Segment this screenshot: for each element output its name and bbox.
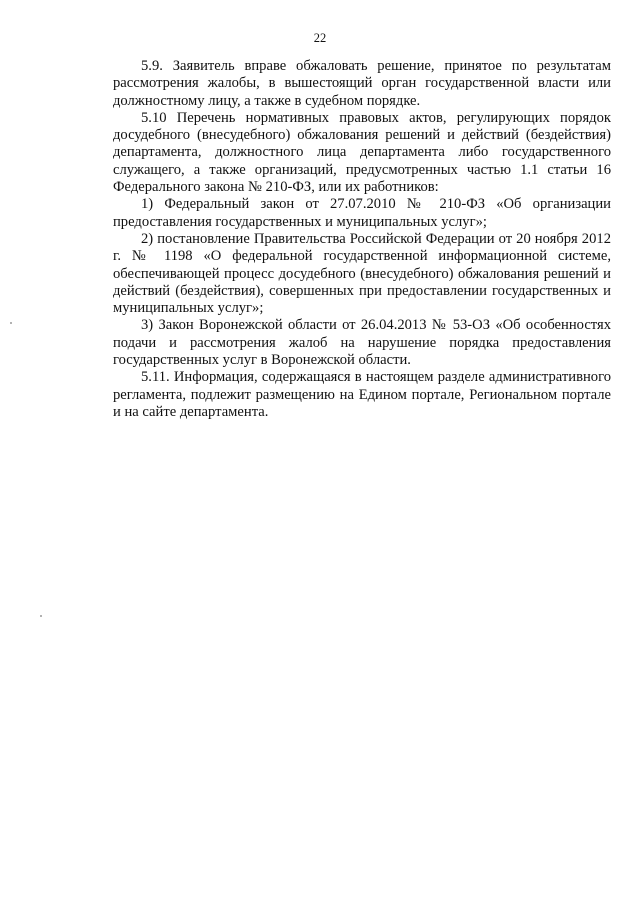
list-item-federal-law: 1) Федеральный закон от 27.07.2010 № 210-ФЗ «Об организации предоставления государственных и муниципальных услуг»; [113,196,611,230]
list-item-regional-law: 3) Закон Воронежской области от 26.04.2013 № 53-ОЗ «Об особенностях подачи и рассмотрения жалоб на нарушение порядка предоставления государственных услуг в Воронежской области. [113,317,611,369]
paragraph-5-10: 5.10 Перечень нормативных правовых актов, регулирующих порядок досудебного (внесудебного) обжалования решений и действий (бездействия) департамента, должностного лица департамента либо государственного служащего, а также организаций, предусмотренных частью 1.1 статьи 16 Федерального закона № 210-ФЗ, или их работников: [113,109,611,196]
paragraph-5-11: 5.11. Информация, содержащаяся в настоящем разделе административного регламента, подлежит размещению на Едином портале, Региональном портале и на сайте департамента. [113,369,611,420]
list-item-government-resolution: 2) постановление Правительства Российской Федерации от 20 ноября 2012 г. № 1198 «О федеральной государственной информационной системе, обеспечивающей процесс досудебного (внесудебного) обжалования решений и действий (бездействия), совершенных при предоставлении государственных и муниципальных услуг»; [113,230,611,317]
document-body [113,58,611,421]
scan-artifact-dot [40,615,42,617]
paragraph-5-9: 5.9. Заявитель вправе обжаловать решение, принятое по результатам рассмотрения жалобы, в вышестоящий орган государственной власти или должностному лицу, а также в судебном порядке. [113,58,611,109]
page-number: 22 [313,31,327,45]
scan-artifact-dot [10,322,12,324]
